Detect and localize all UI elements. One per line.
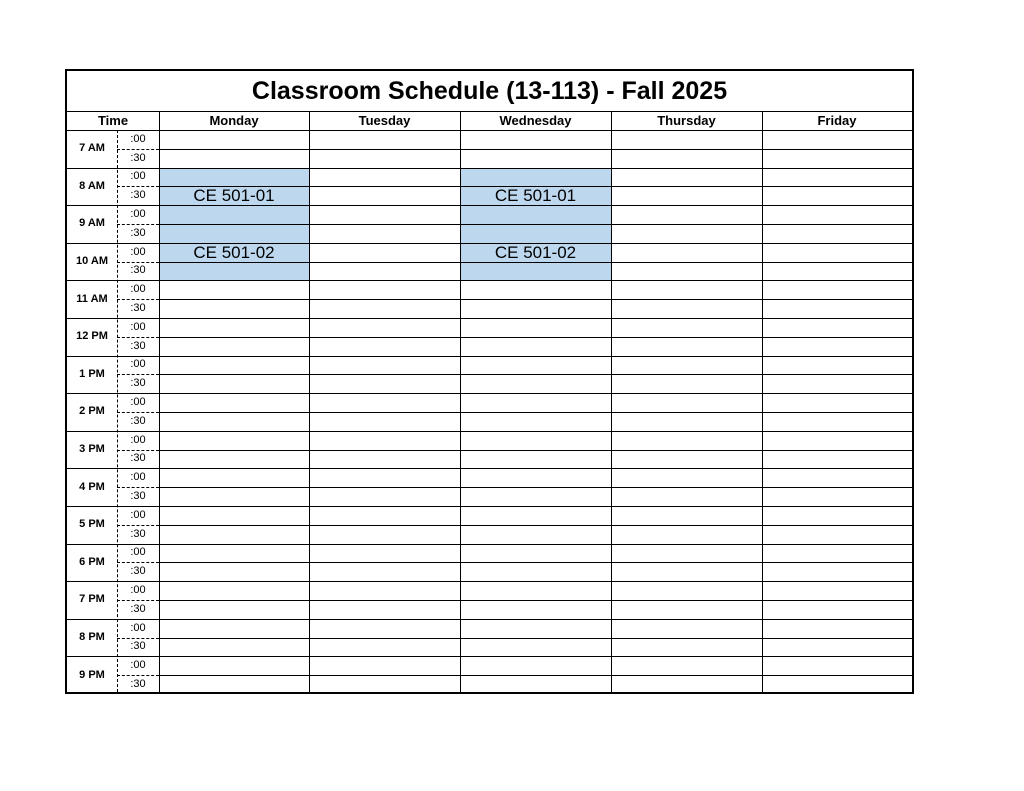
schedule-slot[interactable] [159, 412, 309, 431]
hour-label: 9 AM [79, 217, 105, 230]
schedule-slot[interactable] [611, 393, 762, 412]
schedule-slot[interactable] [309, 581, 460, 600]
schedule-slot[interactable] [611, 487, 762, 506]
hour-label: 4 PM [79, 480, 105, 493]
schedule-slot[interactable] [611, 149, 762, 168]
schedule-slot[interactable] [309, 600, 460, 619]
day-header-monday: Monday [209, 113, 259, 128]
schedule-slot[interactable] [159, 656, 309, 675]
schedule-slot[interactable] [611, 280, 762, 299]
schedule-slot[interactable] [309, 130, 460, 149]
schedule-slot[interactable] [460, 149, 611, 168]
schedule-slot[interactable] [611, 337, 762, 356]
schedule-slot[interactable] [762, 638, 912, 657]
schedule-slot[interactable] [460, 337, 611, 356]
schedule-slot[interactable] [611, 562, 762, 581]
schedule-slot[interactable] [309, 468, 460, 487]
schedule-slot[interactable] [460, 581, 611, 600]
schedule-slot[interactable] [159, 318, 309, 337]
schedule-slot[interactable] [611, 168, 762, 187]
schedule-slot[interactable] [159, 374, 309, 393]
schedule-slot[interactable] [611, 656, 762, 675]
schedule-grid [67, 71, 912, 692]
schedule-slot[interactable] [762, 318, 912, 337]
minute-label: :00 [130, 396, 146, 409]
minute-label: :00 [130, 132, 146, 145]
minute-label: :00 [130, 283, 146, 296]
day-header-thursday: Thursday [657, 113, 716, 128]
schedule-slot[interactable] [159, 562, 309, 581]
schedule-slot[interactable] [159, 506, 309, 525]
schedule-slot[interactable] [159, 468, 309, 487]
schedule-slot[interactable] [460, 356, 611, 375]
schedule-slot[interactable] [611, 544, 762, 563]
class-block[interactable]: CE 501-01 [159, 168, 309, 224]
minute-label: :00 [130, 584, 146, 597]
minute-label: :00 [130, 546, 146, 559]
minute-label: :30 [130, 678, 146, 691]
schedule-slot[interactable] [159, 581, 309, 600]
minute-label: :30 [130, 339, 146, 352]
minute-label: :30 [130, 452, 146, 465]
schedule-slot[interactable] [309, 431, 460, 450]
schedule-slot[interactable] [762, 337, 912, 356]
schedule-slot[interactable] [762, 656, 912, 675]
schedule-slot[interactable] [309, 186, 460, 205]
schedule-slot[interactable] [762, 186, 912, 205]
schedule-slot[interactable] [762, 675, 912, 694]
schedule-slot[interactable] [309, 544, 460, 563]
hour-label: 6 PM [79, 555, 105, 568]
schedule-slot[interactable] [159, 337, 309, 356]
schedule-slot[interactable] [460, 280, 611, 299]
schedule-slot[interactable] [460, 600, 611, 619]
minute-label: :30 [130, 565, 146, 578]
schedule-slot[interactable] [611, 412, 762, 431]
schedule-slot[interactable] [611, 243, 762, 262]
schedule-slot[interactable] [309, 638, 460, 657]
time-column-header: Time [97, 113, 129, 128]
schedule-slot[interactable] [762, 130, 912, 149]
schedule-slot[interactable] [762, 431, 912, 450]
schedule-slot[interactable] [309, 205, 460, 224]
schedule-slot[interactable] [460, 656, 611, 675]
schedule-slot[interactable] [460, 450, 611, 469]
day-header-friday: Friday [817, 113, 857, 128]
schedule-slot[interactable] [460, 412, 611, 431]
schedule-slot[interactable] [611, 619, 762, 638]
schedule-slot[interactable] [762, 619, 912, 638]
hour-label: 12 PM [76, 330, 108, 343]
minute-label: :00 [130, 245, 146, 258]
hour-label: 11 AM [76, 292, 108, 305]
schedule-slot[interactable] [460, 318, 611, 337]
schedule-slot[interactable] [159, 393, 309, 412]
schedule-slot[interactable] [309, 675, 460, 694]
schedule-slot[interactable] [159, 431, 309, 450]
schedule-slot[interactable] [611, 356, 762, 375]
schedule-slot[interactable] [762, 149, 912, 168]
schedule-slot[interactable] [460, 468, 611, 487]
schedule-slot[interactable] [309, 487, 460, 506]
minute-label: :00 [130, 208, 146, 221]
schedule-slot[interactable] [460, 525, 611, 544]
schedule-slot[interactable] [611, 299, 762, 318]
schedule-slot[interactable] [309, 619, 460, 638]
minute-label: :00 [130, 433, 146, 446]
schedule-slot[interactable] [309, 562, 460, 581]
hour-label: 7 AM [79, 142, 105, 155]
schedule-title: Classroom Schedule (13-113) - Fall 2025 [251, 76, 728, 105]
schedule-slot[interactable] [460, 393, 611, 412]
schedule-slot[interactable] [762, 299, 912, 318]
schedule-slot[interactable] [762, 544, 912, 563]
schedule-slot[interactable] [611, 600, 762, 619]
schedule-slot[interactable] [611, 186, 762, 205]
schedule-slot[interactable] [309, 280, 460, 299]
hour-label: 1 PM [79, 367, 105, 380]
minute-label: :00 [130, 170, 146, 183]
schedule-slot[interactable] [460, 299, 611, 318]
schedule-slot[interactable] [460, 638, 611, 657]
schedule-slot[interactable] [762, 205, 912, 224]
schedule-slot[interactable] [309, 525, 460, 544]
schedule-slot[interactable] [460, 544, 611, 563]
schedule-slot[interactable] [611, 450, 762, 469]
hour-label: 8 PM [79, 631, 105, 644]
schedule-slot[interactable] [611, 262, 762, 281]
schedule-slot[interactable] [309, 299, 460, 318]
schedule-slot[interactable] [309, 243, 460, 262]
hour-label: 2 PM [79, 405, 105, 418]
schedule-slot[interactable] [611, 506, 762, 525]
schedule-slot[interactable] [762, 393, 912, 412]
schedule-slot[interactable] [611, 205, 762, 224]
minute-label: :00 [130, 320, 146, 333]
schedule-slot[interactable] [309, 656, 460, 675]
hour-label: 5 PM [79, 518, 105, 531]
schedule-slot[interactable] [611, 675, 762, 694]
schedule-slot[interactable] [762, 450, 912, 469]
schedule-slot[interactable] [460, 130, 611, 149]
minute-label: :30 [130, 189, 146, 202]
schedule-slot[interactable] [611, 638, 762, 657]
minute-label: :00 [130, 659, 146, 672]
minute-label: :30 [130, 414, 146, 427]
schedule-slot[interactable] [159, 280, 309, 299]
schedule-slot[interactable] [309, 450, 460, 469]
hour-label: 7 PM [79, 593, 105, 606]
minute-label: :30 [130, 640, 146, 653]
schedule-slot[interactable] [762, 525, 912, 544]
hour-label: 3 PM [79, 443, 105, 456]
schedule-slot[interactable] [309, 149, 460, 168]
schedule-slot[interactable] [159, 525, 309, 544]
schedule-slot[interactable] [159, 450, 309, 469]
schedule-slot[interactable] [159, 487, 309, 506]
class-block[interactable]: CE 501-01 [460, 168, 611, 224]
schedule-slot[interactable] [159, 675, 309, 694]
schedule-slot[interactable] [159, 638, 309, 657]
schedule-slot[interactable] [460, 431, 611, 450]
schedule-slot[interactable] [611, 374, 762, 393]
minute-label: :30 [130, 302, 146, 315]
schedule-slot[interactable] [762, 562, 912, 581]
class-block[interactable]: CE 501-02 [159, 224, 309, 280]
schedule-slot[interactable] [611, 431, 762, 450]
schedule-slot[interactable] [309, 262, 460, 281]
schedule-slot[interactable] [309, 374, 460, 393]
schedule-slot[interactable] [309, 168, 460, 187]
day-header-tuesday: Tuesday [358, 113, 411, 128]
schedule-slot[interactable] [762, 280, 912, 299]
schedule-slot[interactable] [762, 224, 912, 243]
minute-label: :30 [130, 377, 146, 390]
schedule-slot[interactable] [762, 356, 912, 375]
schedule-slot[interactable] [159, 544, 309, 563]
schedule-slot[interactable] [762, 243, 912, 262]
schedule-slot[interactable] [309, 412, 460, 431]
minute-label: :00 [130, 471, 146, 484]
schedule-slot[interactable] [309, 506, 460, 525]
class-block[interactable]: CE 501-02 [460, 224, 611, 280]
schedule-slot[interactable] [309, 356, 460, 375]
schedule-slot[interactable] [159, 149, 309, 168]
minute-label: :30 [130, 226, 146, 239]
schedule-slot[interactable] [762, 412, 912, 431]
schedule-slot[interactable] [762, 581, 912, 600]
schedule-slot[interactable] [611, 581, 762, 600]
schedule-slot[interactable] [762, 374, 912, 393]
schedule-slot[interactable] [159, 130, 309, 149]
schedule-slot[interactable] [611, 525, 762, 544]
schedule-slot[interactable] [159, 600, 309, 619]
schedule-slot[interactable] [762, 506, 912, 525]
schedule-slot[interactable] [762, 262, 912, 281]
minute-label: :30 [130, 490, 146, 503]
minute-label: :30 [130, 151, 146, 164]
schedule-slot[interactable] [309, 393, 460, 412]
schedule-slot[interactable] [611, 130, 762, 149]
minute-label: :30 [130, 527, 146, 540]
minute-label: :00 [130, 508, 146, 521]
schedule-slot[interactable] [762, 600, 912, 619]
day-header-wednesday: Wednesday [499, 113, 572, 128]
hour-label: 9 PM [79, 668, 105, 681]
minute-label: :00 [130, 621, 146, 634]
minute-label: :00 [130, 358, 146, 371]
schedule-sheet [65, 69, 914, 694]
schedule-slot[interactable] [159, 299, 309, 318]
schedule-slot[interactable] [159, 619, 309, 638]
hour-label: 10 AM [76, 255, 108, 268]
schedule-slot[interactable] [460, 619, 611, 638]
schedule-slot[interactable] [762, 487, 912, 506]
schedule-slot[interactable] [762, 468, 912, 487]
minute-label: :30 [130, 602, 146, 615]
schedule-slot[interactable] [611, 318, 762, 337]
hour-label: 8 AM [79, 179, 105, 192]
schedule-slot[interactable] [762, 168, 912, 187]
schedule-slot[interactable] [309, 318, 460, 337]
schedule-slot[interactable] [460, 374, 611, 393]
schedule-slot[interactable] [159, 356, 309, 375]
schedule-slot[interactable] [611, 224, 762, 243]
schedule-slot[interactable] [309, 224, 460, 243]
schedule-slot[interactable] [460, 675, 611, 694]
schedule-slot[interactable] [460, 487, 611, 506]
schedule-slot[interactable] [460, 562, 611, 581]
schedule-slot[interactable] [309, 337, 460, 356]
schedule-slot[interactable] [460, 506, 611, 525]
schedule-slot[interactable] [611, 468, 762, 487]
minute-label: :30 [130, 264, 146, 277]
